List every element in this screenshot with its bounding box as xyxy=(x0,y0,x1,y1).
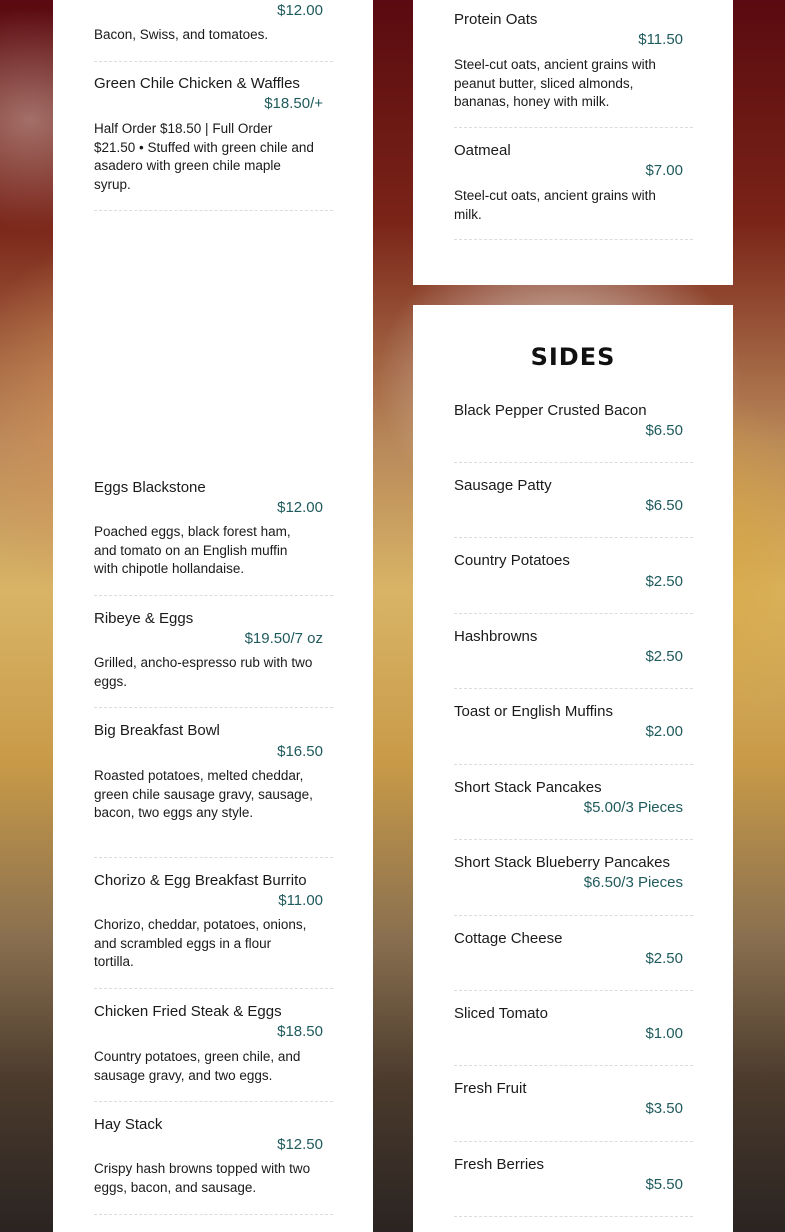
menu-item-price: $1.00 xyxy=(645,1025,683,1042)
menu-item-price: $11.00 xyxy=(278,892,323,909)
menu-item-price: $19.50/7 oz xyxy=(244,630,323,647)
menu-item xyxy=(454,627,693,665)
menu-item-price: $6.50 xyxy=(645,422,683,439)
menu-item-price: $11.50 xyxy=(638,31,683,48)
menu-item-price: $5.50 xyxy=(645,1176,683,1193)
menu-item xyxy=(454,1155,693,1193)
breakfast-menu-card xyxy=(53,0,373,1232)
menu-item-name: Chorizo & Egg Breakfast Burrito xyxy=(94,872,307,889)
menu-item-name: Country Potatoes xyxy=(454,552,570,569)
menu-item-description: Poached eggs, black forest ham, and tomato on an English muffin with chipotle hollandaise. xyxy=(94,524,291,577)
menu-item-price: $2.50 xyxy=(645,648,683,665)
menu-item xyxy=(454,702,693,740)
divider xyxy=(454,764,693,765)
menu-item xyxy=(94,1002,333,1083)
menu-item-price: $2.00 xyxy=(645,723,683,740)
menu-item-price: $2.50 xyxy=(645,950,683,967)
menu-item-name: Chicken Fried Steak & Eggs xyxy=(94,1003,282,1020)
divider xyxy=(94,210,333,211)
sides-menu-card xyxy=(413,305,733,1232)
menu-item xyxy=(94,871,333,970)
menu-item-price: $18.50/+ xyxy=(264,95,323,112)
menu-item-description: Roasted potatoes, melted cheddar, green chile sausage gravy, sausage, bacon, two eggs any style. xyxy=(94,768,313,821)
menu-item xyxy=(94,609,333,689)
menu-item-name: Short Stack Blueberry Pancakes xyxy=(454,854,670,871)
menu-item-price: $2.50 xyxy=(645,573,683,590)
divider xyxy=(454,613,693,614)
cereal-menu-card xyxy=(413,0,733,285)
divider xyxy=(454,462,693,463)
menu-item-name: Green Chile Chicken & Waffles xyxy=(94,75,300,92)
menu-item-price: $12.00 xyxy=(277,499,323,516)
menu-item-price: $6.50 xyxy=(645,497,683,514)
divider xyxy=(454,239,693,240)
menu-item-name: Fresh Fruit xyxy=(454,1080,527,1097)
menu-item-name: Fresh Berries xyxy=(454,1156,545,1173)
menu-item-name: Black Pepper Crusted Bacon xyxy=(454,402,647,419)
menu-item-name: Big Breakfast Bowl xyxy=(94,722,220,739)
menu-item-description: Half Order $18.50 | Full Order $21.50 • Stuffed with green chile and asadero with green chile maple syrup. xyxy=(94,121,314,192)
menu-item-name: Hay Stack xyxy=(94,1116,163,1133)
menu-item xyxy=(454,778,693,816)
divider xyxy=(454,127,693,128)
menu-item-description: Country potatoes, green chile, and sausage gravy, and two eggs. xyxy=(94,1049,301,1083)
divider xyxy=(454,1216,693,1217)
menu-item-description: Crispy hash browns topped with two eggs, bacon, and sausage. xyxy=(94,1161,311,1195)
menu-item-description: Bacon, Swiss, and tomatoes. xyxy=(94,27,269,42)
menu-item-name: Ribeye & Eggs xyxy=(94,610,194,627)
divider xyxy=(454,839,693,840)
menu-item xyxy=(94,721,333,821)
menu-item-price: $7.00 xyxy=(645,162,683,179)
divider xyxy=(94,61,333,62)
menu-item-name: Short Stack Pancakes xyxy=(454,779,602,796)
menu-item-price: $12.00 xyxy=(277,2,323,19)
divider xyxy=(94,595,333,596)
divider xyxy=(94,707,333,708)
menu-item-name: Oatmeal xyxy=(454,142,511,159)
menu-item xyxy=(454,551,693,590)
menu-item-price: $18.50 xyxy=(277,1023,323,1040)
menu-item-price: $16.50 xyxy=(277,743,323,760)
menu-item-name: Protein Oats xyxy=(454,11,538,28)
divider xyxy=(454,537,693,538)
menu-item xyxy=(454,853,693,891)
menu-item-name: Toast or English Muffins xyxy=(454,703,613,720)
menu-item-price: $5.00/3 Pieces xyxy=(583,799,683,816)
menu-item-description: Steel-cut oats, ancient grains with peanut butter, sliced almonds, bananas, honey with milk. xyxy=(454,57,656,110)
menu-item xyxy=(454,476,693,514)
divider xyxy=(94,1101,333,1102)
divider xyxy=(94,988,333,989)
menu-item-price: $12.50 xyxy=(277,1136,323,1153)
divider xyxy=(94,857,333,858)
divider xyxy=(454,1141,693,1142)
divider xyxy=(454,990,693,991)
menu-item-name: Sausage Patty xyxy=(454,477,552,494)
section-title: SIDES xyxy=(530,343,616,371)
menu-item xyxy=(454,401,693,439)
menu-item-price: $6.50/3 Pieces xyxy=(583,874,683,891)
menu-item-description: Chorizo, cheddar, potatoes, onions, and scrambled eggs in a flour tortilla. xyxy=(94,917,307,970)
divider xyxy=(454,688,693,689)
divider xyxy=(454,915,693,916)
menu-item xyxy=(454,1004,693,1042)
menu-item-price: $3.50 xyxy=(645,1100,683,1117)
menu-item-description: Grilled, ancho-espresso rub with two eggs. xyxy=(94,655,313,689)
menu-item-name: Hashbrowns xyxy=(454,628,538,645)
menu-item xyxy=(94,74,333,192)
menu-item-name: Sliced Tomato xyxy=(454,1005,548,1022)
menu-item xyxy=(454,141,693,222)
divider xyxy=(454,1065,693,1066)
menu-item xyxy=(94,1115,333,1195)
menu-item-description: Steel-cut oats, ancient grains with milk. xyxy=(454,188,656,222)
divider xyxy=(94,1214,333,1215)
menu-item xyxy=(454,1079,693,1117)
menu-item xyxy=(94,478,333,577)
menu-item xyxy=(454,10,693,110)
menu-item-name: Eggs Blackstone xyxy=(94,479,206,496)
menu-item xyxy=(454,929,693,967)
menu-item-name: Cottage Cheese xyxy=(454,930,563,947)
